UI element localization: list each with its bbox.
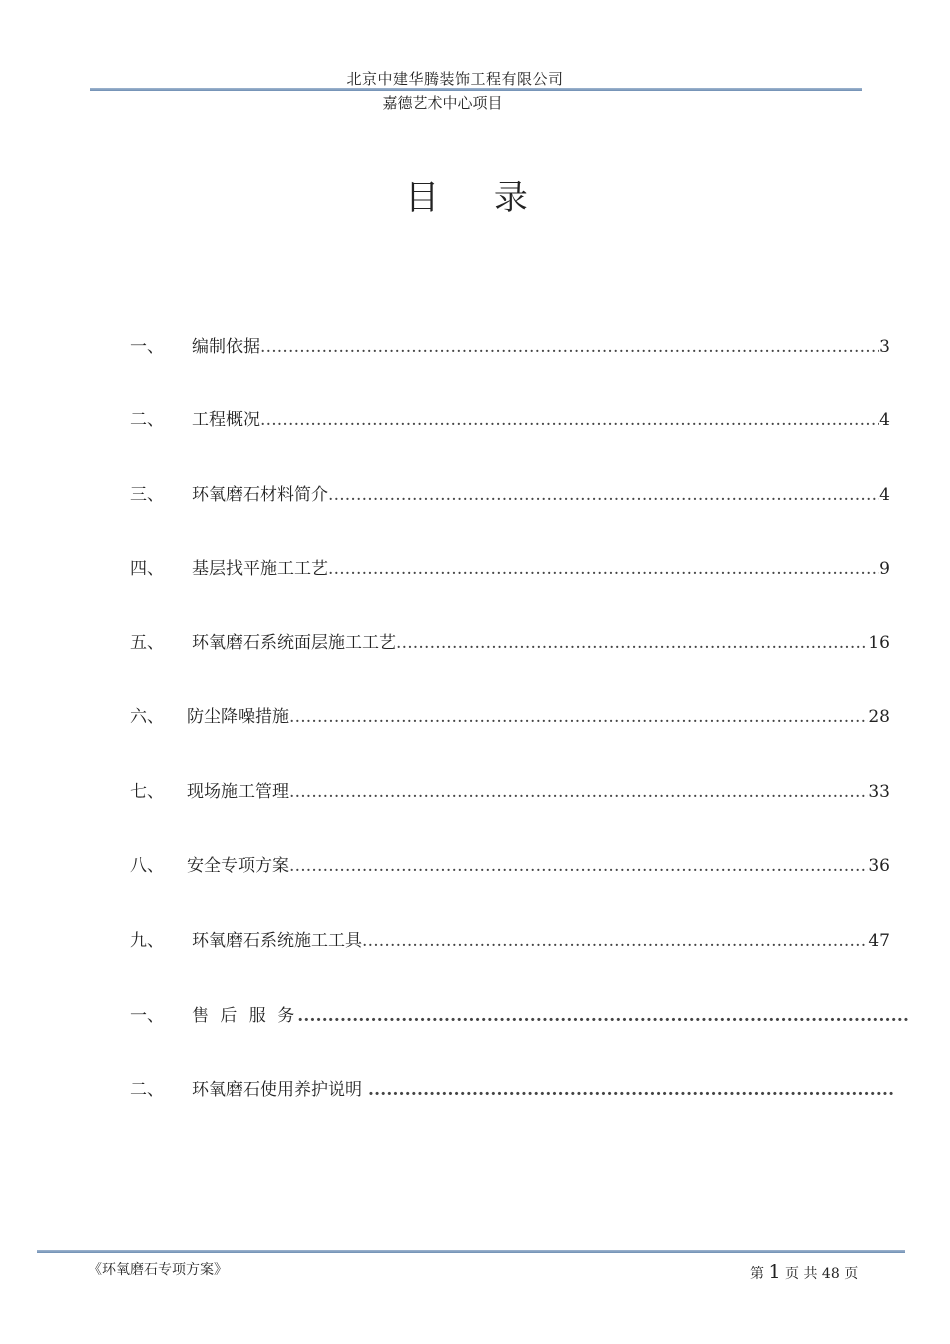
toc-title: 目 录 [405,178,550,218]
toc-item-label: 现场施工管理 [187,782,289,802]
toc-item-label: 环氧磨石材料简介 [192,485,328,505]
toc-item[interactable] [130,484,890,506]
toc-item-page: 47 [868,931,890,951]
toc-leader-dots [328,484,879,506]
toc-item-number: 五、 [130,633,164,653]
toc-item-page: 28 [868,707,890,727]
footer-page-middle: 页 共 [785,1266,818,1282]
toc-item-number: 三、 [130,485,164,505]
toc-item-label: 编制依据 [192,337,260,357]
toc-item-number: 六、 [130,707,164,727]
footer-page-prefix: 第 [750,1266,764,1282]
toc-item-number: 七、 [130,782,164,802]
toc-leader-dots [297,1005,908,1027]
footer-divider [37,1250,905,1253]
toc-item[interactable] [130,632,890,654]
toc-item-page: 4 [879,485,890,505]
toc-item-number: 八、 [130,856,164,876]
toc-item[interactable] [130,558,890,580]
toc-item-number: 一、 [130,1006,164,1026]
footer-document-name: 《环氧磨石专项方案》 [88,1262,228,1278]
toc-leader-dots [368,1079,893,1101]
toc-item[interactable] [130,336,890,358]
toc-item[interactable] [130,1005,908,1027]
toc-item-number: 二、 [130,410,164,430]
toc-item-page: 16 [868,633,890,653]
toc-leader-dots [289,855,868,877]
toc-item-label: 安全专项方案 [187,856,289,876]
toc-leader-dots [260,336,879,358]
toc-item-page: 33 [868,782,890,802]
toc-item-number: 四、 [130,559,164,579]
toc-item-page: 3 [879,337,890,357]
toc-leader-dots [328,558,879,580]
toc-item[interactable] [130,706,890,728]
header-company-name: 北京中建华腾装饰工程有限公司 [346,70,564,88]
toc-item[interactable] [130,930,890,952]
toc-item-number: 九、 [130,931,164,951]
footer-page-current: 1 [768,1261,781,1283]
toc-item-label: 工程概况 [192,410,260,430]
toc-item-page: 36 [868,856,890,876]
toc-item-label: 环氧磨石使用养护说明 [192,1080,362,1100]
toc-leader-dots [396,632,868,654]
toc-item-page: 4 [879,410,890,430]
header-divider [90,88,862,91]
toc-leader-dots [289,706,868,728]
toc-item-number: 二、 [130,1080,164,1100]
toc-item-page: 9 [879,559,890,579]
toc-item[interactable] [130,855,890,877]
toc-item-label: 防尘降噪措施 [187,707,289,727]
toc-item-label: 售 后 服 务 [192,1006,298,1026]
toc-leader-dots [289,781,868,803]
header-project-name: 嘉德艺术中心项目 [382,94,503,112]
toc-item-label: 环氧磨石系统面层施工工艺 [192,633,396,653]
toc-item-label: 环氧磨石系统施工工具 [192,931,362,951]
footer-page-number [750,1261,858,1283]
toc-item[interactable] [130,781,890,803]
toc-item[interactable] [130,409,890,431]
toc-leader-dots [362,930,868,952]
toc-item-number: 一、 [130,337,164,357]
toc-item[interactable] [130,1079,893,1101]
toc-item-label: 基层找平施工工艺 [192,559,328,579]
footer-page-suffix: 页 [844,1266,859,1282]
toc-leader-dots [260,409,879,431]
footer-page-total: 48 [821,1266,840,1282]
